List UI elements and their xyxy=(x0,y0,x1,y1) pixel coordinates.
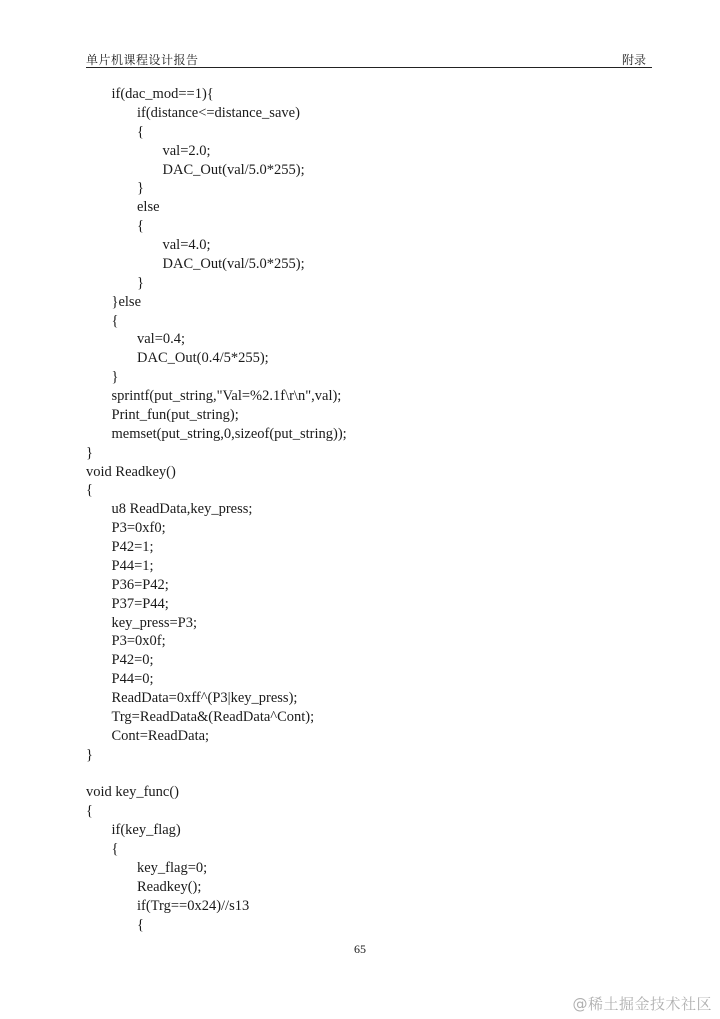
page-number: 65 xyxy=(354,942,366,956)
code-line: if(distance<=distance_save) xyxy=(137,104,300,121)
code-line: { xyxy=(111,312,119,329)
code-line: DAC_Out(val/5.0*255); xyxy=(162,161,305,178)
code-line: { xyxy=(137,916,144,933)
code-line: } xyxy=(86,444,93,461)
code-line: P3=0x0f; xyxy=(111,633,166,650)
code-line: }else xyxy=(111,293,142,310)
code-line: memset(put_string,0,sizeof(put_string)); xyxy=(111,425,347,442)
code-line: } xyxy=(137,274,144,291)
code-line: Print_fun(put_string); xyxy=(111,406,239,423)
code-line xyxy=(86,765,656,784)
code-line: DAC_Out(0.4/5*255); xyxy=(137,350,269,367)
section-label: 附录 xyxy=(621,53,646,67)
code-line: void Readkey() xyxy=(86,463,176,480)
code-line: { xyxy=(86,482,93,499)
code-line: { xyxy=(111,841,119,857)
code-line: DAC_Out(val/5.0*255); xyxy=(162,255,305,272)
code-line: { xyxy=(137,123,144,140)
code-line: if(Trg==0x24)//s13 xyxy=(137,897,250,914)
report-title: 单片机课程设计报告 xyxy=(86,53,199,67)
code-line: val=0.4; xyxy=(137,331,186,348)
code-line: val=4.0; xyxy=(162,237,211,253)
code-line: void key_func() xyxy=(86,784,180,801)
code-line: Cont=ReadData; xyxy=(111,727,210,744)
code-line: P37=P44; xyxy=(111,595,169,612)
code-line: P44=1; xyxy=(111,557,154,574)
code-line: } xyxy=(111,369,119,386)
code-line: P3=0xf0; xyxy=(111,520,166,537)
watermark: @稀土掘金技术社区 xyxy=(572,995,712,1013)
code-line: if(dac_mod==1){ xyxy=(111,86,214,102)
code-line: Trg=ReadData&(ReadData^Cont); xyxy=(111,708,315,725)
header-divider xyxy=(86,67,652,68)
code-line: ReadData=0xff^(P3|key_press); xyxy=(111,690,298,706)
code-line: Readkey(); xyxy=(137,878,202,895)
code-line: else xyxy=(137,199,160,216)
code-line: u8 ReadData,key_press; xyxy=(111,501,253,518)
code-listing xyxy=(86,85,656,934)
code-line: key_press=P3; xyxy=(111,614,198,631)
code-line: key_flag=0; xyxy=(137,859,208,876)
code-line: { xyxy=(137,218,144,235)
code-line: P42=1; xyxy=(111,539,154,555)
code-line: if(key_flag) xyxy=(111,822,181,839)
code-line: P44=0; xyxy=(111,671,154,688)
code-line: { xyxy=(86,803,93,820)
code-line: } xyxy=(137,180,144,197)
code-line: } xyxy=(86,746,93,763)
code-line: sprintf(put_string,"Val=%2.1f\r\n",val); xyxy=(111,388,342,404)
code-line: val=2.0; xyxy=(162,142,211,159)
code-line: P36=P42; xyxy=(111,576,169,593)
code-line: P42=0; xyxy=(111,652,154,669)
